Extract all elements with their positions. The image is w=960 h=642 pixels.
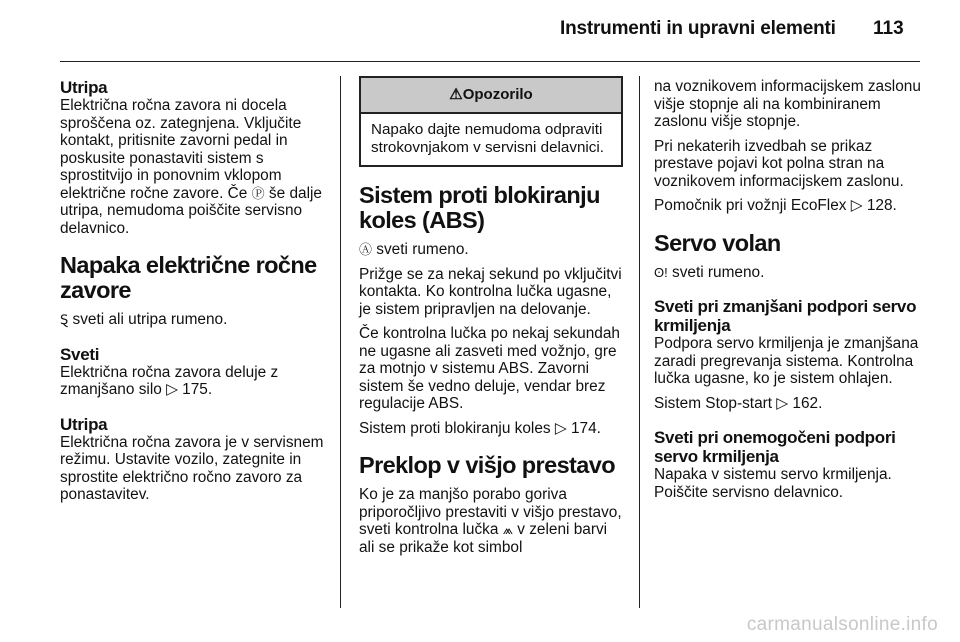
paragraph <box>359 241 623 259</box>
paragraph-text: v zeleni barvi ali se prikaže kot simbol <box>359 521 608 556</box>
watermark: carmanualsonline.info <box>746 614 938 635</box>
section-heading: Sveti pri onemogočeni podpori servo krmiljenja <box>654 428 896 466</box>
section-heading: Sistem proti blokiranju koles (ABS) <box>359 182 600 233</box>
column-3 <box>654 78 924 508</box>
paragraph: Sistem proti blokiranju koles ▷ 174. <box>359 419 601 437</box>
header-title: Instrumenti in upravni elementi <box>560 18 836 39</box>
warning-box <box>359 76 623 167</box>
column-divider <box>639 76 640 608</box>
paragraph: Električna ročna zavora deluje z zmanjšano silo ▷ 175. <box>60 363 279 398</box>
paragraph: Pri nekaterih izvedbah se prikaz prestave pojavi kot polna stran na voznikovem informacijskem zaslonu. <box>654 137 904 190</box>
section-heading: Napaka električne ročne zavore <box>60 252 317 303</box>
upshift-icon: ⩕ <box>502 522 513 537</box>
paragraph-text: sveti ali utripa rumeno. <box>68 311 228 328</box>
paragraph: Napaka v sistemu servo krmiljenja. Poiščite servisno delavnico. <box>654 466 892 501</box>
warning-header <box>361 78 621 114</box>
warning-title: Opozorilo <box>462 86 533 103</box>
warning-text: Napako dajte nemudoma odpraviti strokovnjakom v servisni delavnici. <box>371 121 604 156</box>
power-steering-icon: ʘ! <box>654 264 668 280</box>
section-heading: Preklop v višjo prestavo <box>359 452 615 478</box>
paragraph-text: še dalje utripa, nemudoma poiščite servisno delavnico. <box>60 184 322 237</box>
header-divider <box>60 61 920 62</box>
section-heading: Servo volan <box>654 229 781 256</box>
section-heading: Sveti pri zmanjšani podpori servo krmiljenja <box>654 297 917 335</box>
paragraph: Pomočnik pri vožnji EcoFlex ▷ 128. <box>654 197 897 214</box>
paragraph-text: sveti rumeno. <box>667 263 765 281</box>
warning-triangle-icon: ⚠ <box>449 86 463 103</box>
paragraph: Električna ročna zavora je v servisnem režimu. Ustavite vozilo, zategnite in sprostite električno ročno zavoro za ponastavitev. <box>60 433 324 503</box>
paragraph-text: Ko je za manjšo porabo goriva priporočljivo prestaviti v višjo prestavo, sveti kontrolna lučka <box>359 486 622 538</box>
section-heading: Utripa <box>60 414 108 434</box>
paragraph: Prižge se za nekaj sekund po vključitvi kontakta. Ko kontrolna lučka ugasne, je sistem pripravljen na delovanje. <box>359 265 622 318</box>
paragraph: Podpora servo krmiljenja je zmanjšana zaradi pregrevanja sistema. Kontrolna lučka ugasne, ko je sistem ohlajen. <box>654 335 919 387</box>
paragraph-text: sveti rumeno. <box>372 241 469 258</box>
paragraph <box>654 264 924 282</box>
column-2 <box>359 76 623 563</box>
warning-lamp-icon: Ȿ <box>60 312 69 327</box>
paragraph: Sistem Stop-start ▷ 162. <box>654 394 823 412</box>
section-heading: Utripa <box>60 78 108 97</box>
paragraph: Če kontrolna lučka po nekaj sekundah ne ugasne ali zasveti med vožnjo, gre za motnjo v sistemu ABS. Zavorni sistem še vedno deluje, vendar brez regulacije ABS. <box>359 325 620 412</box>
paragraph <box>60 311 330 329</box>
paragraph <box>60 97 330 237</box>
paragraph <box>359 486 623 556</box>
abs-icon: Ⓐ <box>359 242 373 257</box>
section-heading: Sveti <box>60 344 100 364</box>
column-divider <box>340 76 341 608</box>
paragraph-text: Električna ročna zavora ni docela sproščena oz. zategnjena. Vključite kontakt, pritisnite zavorni pedal in poskusite ponastaviti sistem s sprostitvijo in ponovnim vklopom električne ročne zavore. Če <box>60 97 302 202</box>
parking-brake-icon: Ⓟ <box>251 185 265 201</box>
column-1 <box>60 78 330 511</box>
page-number: 113 <box>873 18 904 39</box>
paragraph: na voznikovem informacijskem zaslonu višje stopnje ali na kombiniranem zaslonu višje stopnje. <box>654 78 921 130</box>
